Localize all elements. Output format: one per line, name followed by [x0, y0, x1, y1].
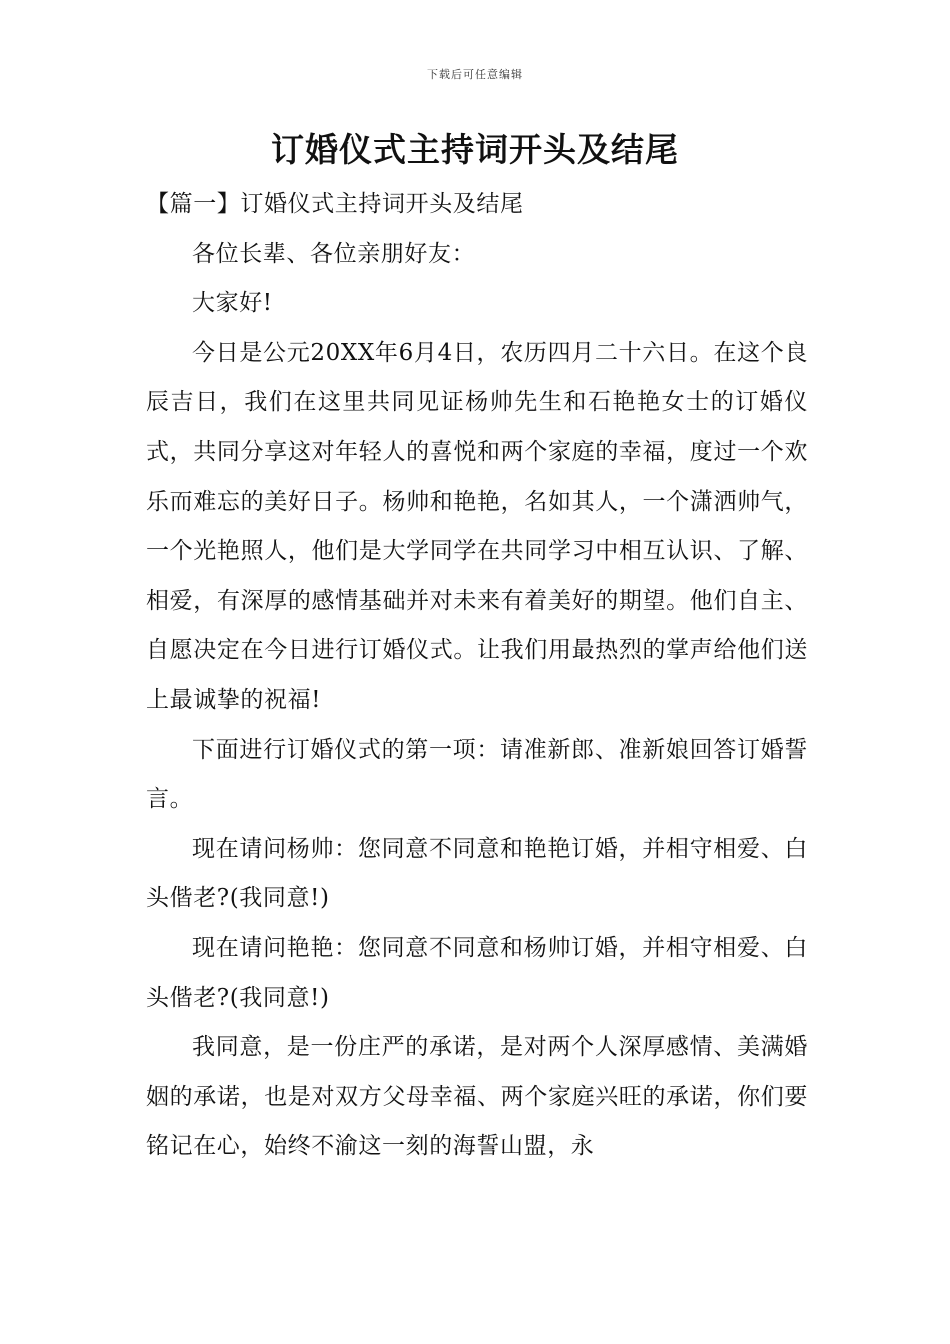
document-body — [146, 180, 808, 1172]
paragraph-hello: 大家好! — [192, 290, 273, 317]
paragraph-question-bride: 现在请问艳艳：您同意不同意和杨帅订婚，并相守相爱、白头偕老?(我同意!) — [146, 934, 808, 1011]
paragraph-first-item: 下面进行订婚仪式的第一项：请准新郎、准新娘回答订婚誓言。 — [146, 736, 808, 813]
paragraph-promise: 我同意，是一份庄严的承诺，是对两个人深厚感情、美满婚姻的承诺，也是对双方父母幸福、两个家庭兴旺的承诺，你们要铭记在心，始终不渝这一刻的海誓山盟，永 — [146, 1034, 808, 1160]
header-note: 下载后可任意编辑 — [427, 68, 523, 81]
paragraph-intro: 今日是公元20XX年6月4日，农历四月二十六日。在这个良辰吉日，我们在这里共同见证杨帅先生和石艳艳女士的订婚仪式，共同分享这对年轻人的喜悦和两个家庭的幸福，度过一个欢乐而难忘的美好日子。杨帅和艳艳，名如其人，一个潇洒帅气，一个光艳照人，他们是大学同学在共同学习中相互认识、了解、相爱，有深厚的感情基础并对未来有着美好的期望。他们自主、自愿决定在今日进行订婚仪式。让我们用最热烈的掌声给他们送上最诚挚的祝福! — [146, 339, 808, 713]
paragraph-greeting: 各位长辈、各位亲朋好友： — [192, 240, 476, 267]
paragraph-question-groom: 现在请问杨帅：您同意不同意和艳艳订婚，并相守相爱、白头偕老?(我同意!) — [146, 835, 808, 912]
document-title: 订婚仪式主持词开头及结尾 — [271, 130, 679, 169]
section-heading: 【篇一】订婚仪式主持词开头及结尾 — [146, 191, 524, 217]
